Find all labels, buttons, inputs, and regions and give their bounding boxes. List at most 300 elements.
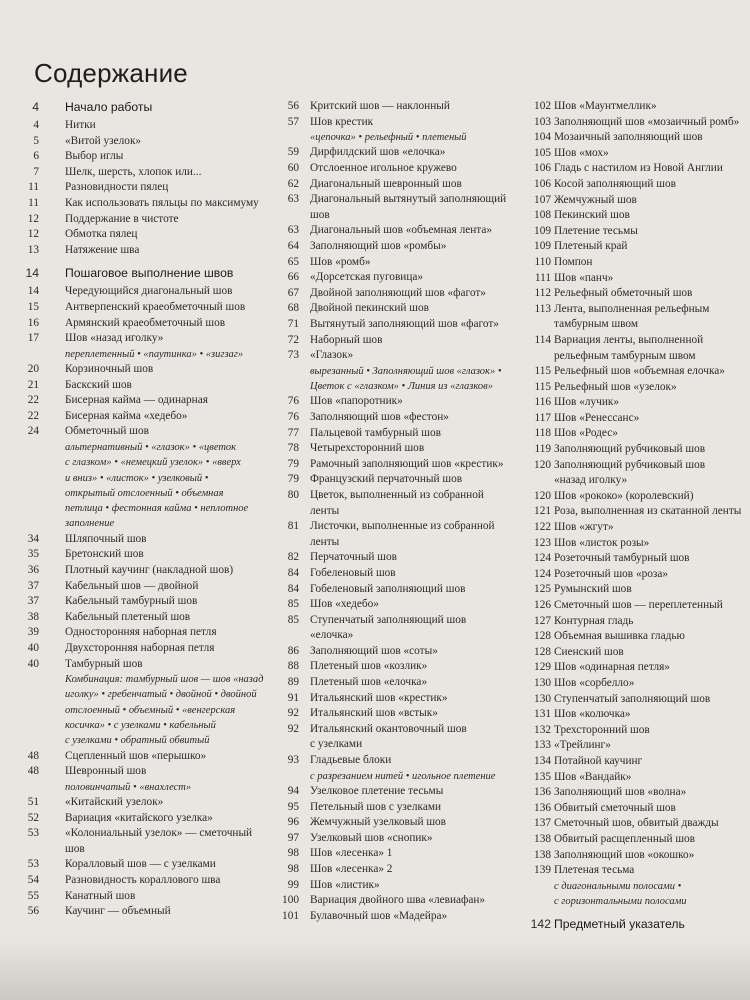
entry-title: Поддержание в чистоте xyxy=(65,212,179,225)
toc-entry xyxy=(272,815,514,831)
page-number: 38 xyxy=(27,610,39,623)
toc-entry xyxy=(272,519,514,535)
toc-subentry: с горизонтальными полосами xyxy=(554,895,687,907)
entry-title: Баскский шов xyxy=(65,378,132,391)
page-number: 78 xyxy=(287,442,299,455)
entry-title: Румынский шов xyxy=(554,583,632,596)
entry-title: Объемная вышивка гладью xyxy=(554,630,685,643)
toc-entry xyxy=(272,644,514,660)
toc-entry xyxy=(516,816,746,832)
toc-entry xyxy=(272,426,514,442)
toc-entry xyxy=(516,754,746,770)
entry-title: Потайной каучинг xyxy=(554,754,643,767)
page-number: 22 xyxy=(27,394,39,407)
page-number: 137 xyxy=(534,817,551,830)
entry-title: «Китайский узелок» xyxy=(65,796,164,809)
page-number: 133 xyxy=(534,739,551,752)
toc-entry-continuation: «елочка» xyxy=(310,629,354,642)
entry-title: Ступенчатый заполняющий шов xyxy=(310,613,467,626)
page-number: 102 xyxy=(534,100,551,112)
page-number: 4 xyxy=(32,100,39,114)
entry-title: Шов «Родес» xyxy=(554,427,618,440)
page-number: 73 xyxy=(287,349,299,362)
page-number: 36 xyxy=(27,563,39,576)
page-number: 112 xyxy=(534,287,551,300)
toc-subentry: Комбинация: тамбурный шов — шов «назад xyxy=(65,674,264,686)
toc-entry xyxy=(516,146,746,162)
toc-entry xyxy=(516,302,746,318)
entry-title: Французский перчаточный шов xyxy=(310,473,463,486)
toc-entry-continuation: с узелками xyxy=(310,738,363,751)
entry-title: Вытянутый заполняющий шов «фагот» xyxy=(310,318,499,331)
page-number: 98 xyxy=(287,862,299,875)
toc-entry xyxy=(272,691,514,707)
page-number: 59 xyxy=(287,146,299,159)
toc-column-1 xyxy=(4,99,266,920)
toc-entry xyxy=(272,659,514,675)
page-number: 13 xyxy=(27,243,39,256)
toc-entry xyxy=(4,118,266,134)
entry-title: Шов «лучик» xyxy=(554,396,620,409)
toc-entry xyxy=(516,738,746,754)
toc-subentry: и вниз» • «листок» • узелковый • xyxy=(65,472,209,484)
toc-entry xyxy=(4,362,266,378)
entry-title: Диагональный шов «объемная лента» xyxy=(310,224,493,237)
entry-title: Жемчужный шов xyxy=(554,193,637,206)
page-number: 79 xyxy=(287,473,299,486)
page-number: 139 xyxy=(534,864,551,877)
entry-title: Сметочный шов, обвитый дважды xyxy=(554,817,719,830)
page-number: 53 xyxy=(27,858,39,871)
entry-title: Гладьевые блоки xyxy=(310,754,392,767)
toc-subentry: вырезанный • Заполняющий шов «глазок» • xyxy=(310,365,502,377)
toc-entry xyxy=(4,149,266,165)
toc-entry xyxy=(272,566,514,582)
page-title: Содержание xyxy=(34,58,188,88)
toc-entry xyxy=(516,582,746,598)
toc-entry xyxy=(4,657,266,673)
toc-entry xyxy=(516,614,746,630)
page-number: 20 xyxy=(27,363,39,376)
toc-entry xyxy=(516,629,746,645)
toc-entry xyxy=(516,692,746,708)
toc-entry xyxy=(516,193,746,209)
toc-entry xyxy=(516,239,746,255)
page-number: 22 xyxy=(27,409,39,422)
entry-title: Пекинский шов xyxy=(554,209,630,222)
page-number: 65 xyxy=(287,255,299,268)
toc-entry xyxy=(516,707,746,723)
entry-title: Диагональный шевронный шов xyxy=(310,177,462,190)
toc-entry xyxy=(272,348,514,364)
entry-title: Тамбурный шов xyxy=(65,657,143,670)
toc-entry xyxy=(272,441,514,457)
page-number: 129 xyxy=(534,661,551,674)
entry-title: «Колониальный узелок» — сметочный xyxy=(65,827,253,840)
page-number: 101 xyxy=(282,909,299,922)
page-number: 79 xyxy=(287,457,299,470)
toc-entry xyxy=(272,410,514,426)
entry-title: Нитки xyxy=(65,119,96,131)
page-number: 16 xyxy=(27,316,39,329)
toc-entry xyxy=(272,784,514,800)
toc-subentry: «цепочка» • рельефный • плетеный xyxy=(310,132,467,144)
toc-entry xyxy=(272,909,514,925)
entry-title: Обвитый расщепленный шов xyxy=(554,832,696,845)
page-number: 63 xyxy=(287,224,299,237)
entry-title: Вариация ленты, выполненной xyxy=(554,333,704,346)
toc-entry xyxy=(4,331,266,347)
entry-title: Канатный шов xyxy=(65,889,136,902)
entry-title: Розеточный тамбурный шов xyxy=(554,552,690,565)
toc-subentry: половинчатый • «внахлест» xyxy=(65,781,192,793)
entry-title: Жемчужный узелковый шов xyxy=(310,816,447,829)
toc-entry xyxy=(516,801,746,817)
page-number: 80 xyxy=(287,488,299,501)
page-number: 115 xyxy=(534,365,551,378)
toc-entry xyxy=(516,551,746,567)
toc-entry xyxy=(272,488,514,504)
entry-title: Заполняющий рубчиковый шов xyxy=(554,458,706,471)
toc-entry xyxy=(4,563,266,579)
toc-entry-continuation: шов xyxy=(65,842,85,855)
toc-entry xyxy=(516,271,746,287)
entry-title: Отслоенное игольное кружево xyxy=(310,162,457,175)
toc-entry xyxy=(4,547,266,563)
entry-title: Гладь с настилом из Новой Англии xyxy=(554,162,723,175)
entry-title: Шевронный шов xyxy=(65,765,147,778)
page-number: 14 xyxy=(25,266,39,281)
page-number: 98 xyxy=(287,847,299,860)
entry-title: «Глазок» xyxy=(310,349,354,362)
toc-entry-continuation: ленты xyxy=(310,535,340,548)
toc-entry xyxy=(516,224,746,240)
page-number: 127 xyxy=(534,614,551,627)
entry-title: Ступенчатый заполняющий шов xyxy=(554,692,711,705)
page-number: 128 xyxy=(534,630,551,643)
page-number: 123 xyxy=(534,536,551,549)
entry-title: Заполняющий шов «волна» xyxy=(554,786,687,799)
entry-title: Шов «листок розы» xyxy=(554,536,650,549)
page-number: 66 xyxy=(287,271,299,284)
toc-entry xyxy=(272,317,514,333)
page-number: 122 xyxy=(534,521,551,534)
toc-entry xyxy=(4,284,266,300)
toc-column-3 xyxy=(516,99,746,935)
entry-title: Односторонняя наборная петля xyxy=(65,626,217,639)
page-number: 57 xyxy=(287,115,299,128)
entry-title: Начало работы xyxy=(65,100,153,114)
toc-entry xyxy=(4,532,266,548)
page-number: 85 xyxy=(287,598,299,611)
toc-entry xyxy=(516,177,746,193)
entry-title: Заполняющий рубчиковый шов xyxy=(554,443,706,456)
toc-entry xyxy=(272,753,514,769)
entry-title: Рельефный обметочный шов xyxy=(554,287,693,300)
page-number: 100 xyxy=(282,894,299,907)
page-number: 136 xyxy=(534,786,551,799)
toc-subentry: с глазком» • «немецкий узелок» • «вверх xyxy=(65,457,241,469)
entry-title: Рамочный заполняющий шов «крестик» xyxy=(310,457,504,470)
toc-entry xyxy=(272,675,514,691)
entry-title: Бисерная кайма «хедебо» xyxy=(65,409,188,422)
toc-entry xyxy=(4,165,266,181)
toc-entry xyxy=(4,764,266,780)
toc-entry xyxy=(272,239,514,255)
page-number: 60 xyxy=(287,162,299,175)
entry-title: Сиенский шов xyxy=(554,645,624,658)
toc-entry xyxy=(516,395,746,411)
entry-title: Рельефный шов «объемная елочка» xyxy=(554,365,725,378)
page-number: 84 xyxy=(287,582,299,595)
entry-title: Как использовать пяльцы по максимуму xyxy=(65,196,259,209)
page-number: 62 xyxy=(287,177,299,190)
toc-entry xyxy=(272,255,514,271)
page-number: 131 xyxy=(534,708,551,721)
page-number: 40 xyxy=(27,641,39,654)
entry-title: Лента, выполненная рельефным xyxy=(554,302,710,315)
toc-entry xyxy=(516,645,746,661)
toc-entry-continuation: рельефным тамбурным швом xyxy=(554,349,696,362)
entry-title: Плетеный край xyxy=(554,240,628,253)
page-number: 118 xyxy=(534,427,551,440)
entry-title: Шов «Маунтмеллик» xyxy=(554,100,657,112)
toc-entry xyxy=(516,660,746,676)
page-number: 116 xyxy=(534,396,551,409)
toc-section xyxy=(4,99,266,116)
toc-entry xyxy=(4,641,266,657)
entry-title: Бретонский шов xyxy=(65,548,144,561)
toc-subentry: отслоенный • объемный • «венгерская xyxy=(65,704,236,716)
entry-title: Двухсторонняя наборная петля xyxy=(65,641,215,654)
page-number: 109 xyxy=(534,224,551,237)
page-number: 63 xyxy=(287,193,299,206)
toc-entry xyxy=(272,192,514,208)
toc-entry-continuation: тамбурным швом xyxy=(554,318,638,331)
page-number: 113 xyxy=(534,302,551,315)
entry-title: Гобеленовый заполняющий шов xyxy=(310,582,466,595)
page-number: 48 xyxy=(27,765,39,778)
entry-title: Плетеный шов «елочка» xyxy=(310,676,428,689)
page-number: 142 xyxy=(530,917,551,932)
entry-title: Разновидности пялец xyxy=(65,181,169,194)
page-number: 34 xyxy=(27,532,39,545)
page-number: 4 xyxy=(33,119,39,131)
page-number: 53 xyxy=(27,827,39,840)
page-number: 76 xyxy=(287,395,299,408)
toc-entry xyxy=(272,270,514,286)
page-number: 56 xyxy=(287,100,299,112)
toc-entry xyxy=(516,723,746,739)
toc-entry xyxy=(272,582,514,598)
page-number: 114 xyxy=(534,333,551,346)
entry-title: Петельный шов с узелками xyxy=(310,800,442,813)
toc-entry xyxy=(516,130,746,146)
entry-title: Заполняющий шов «фестон» xyxy=(310,410,449,423)
toc-subentry: косичка» • с узелками • кабельный xyxy=(65,720,216,731)
toc-entry xyxy=(272,846,514,862)
entry-title: Плотный каучинг (накладной шов) xyxy=(65,563,234,576)
page-number: 97 xyxy=(287,831,299,844)
page-number: 120 xyxy=(534,489,551,502)
toc-entry xyxy=(272,878,514,894)
toc-entry xyxy=(516,208,746,224)
page-number: 15 xyxy=(27,300,39,313)
toc-entry xyxy=(272,161,514,177)
entry-title: Двойной пекинский шов xyxy=(310,302,429,315)
page-number: 124 xyxy=(534,552,551,565)
page-number: 124 xyxy=(534,567,551,580)
page-number: 88 xyxy=(287,660,299,673)
entry-title: Шов «папоротник» xyxy=(310,395,403,408)
page-number: 54 xyxy=(27,874,39,887)
toc-entry xyxy=(272,706,514,722)
toc-entry xyxy=(516,161,746,177)
page-number: 12 xyxy=(27,212,39,225)
page-number: 12 xyxy=(27,228,39,241)
toc-entry xyxy=(516,286,746,302)
toc-entry xyxy=(516,489,746,505)
entry-title: Пальцевой тамбурный шов xyxy=(310,426,441,439)
page-number: 135 xyxy=(534,770,551,783)
entry-title: Обмотка пялец xyxy=(65,228,138,241)
entry-title: Корзиночный шов xyxy=(65,363,154,376)
toc-entry xyxy=(272,99,514,115)
toc-section xyxy=(4,265,266,282)
toc-entry xyxy=(516,380,746,396)
page-number: 106 xyxy=(534,162,551,175)
entry-title: «Трейлинг» xyxy=(554,739,611,752)
toc-entry xyxy=(4,243,266,259)
toc-entry xyxy=(4,180,266,196)
toc-subentry: иголку» • гребенчатый • двойной • двойной xyxy=(65,689,257,701)
toc-entry xyxy=(516,442,746,458)
entry-title: Роза, выполненная из скатанной ленты xyxy=(554,505,742,518)
page-number: 51 xyxy=(27,796,39,809)
toc-subentry: Цветок с «глазком» • Линия из «глазков» xyxy=(310,381,493,393)
toc-entry xyxy=(516,598,746,614)
entry-title: Бисерная кайма — одинарная xyxy=(65,394,208,407)
page-number: 130 xyxy=(534,676,551,689)
toc-entry xyxy=(4,300,266,316)
toc-entry xyxy=(272,286,514,302)
toc-entry xyxy=(4,424,266,440)
toc-entry xyxy=(272,613,514,629)
toc-entry xyxy=(516,770,746,786)
entry-title: Шов «лесенка» 1 xyxy=(310,847,393,860)
entry-title: Шов крестик xyxy=(310,115,374,128)
page-number: 125 xyxy=(534,583,551,596)
toc-entry xyxy=(272,115,514,131)
page-number: 6 xyxy=(33,150,39,163)
page-number: 68 xyxy=(287,302,299,315)
page-number: 108 xyxy=(534,209,551,222)
page-number: 121 xyxy=(534,505,551,518)
entry-title: Шов «хедебо» xyxy=(310,598,379,611)
entry-title: Узелковое плетение тесьмы xyxy=(310,784,444,797)
toc-section xyxy=(516,916,746,933)
page-number: 71 xyxy=(287,318,299,331)
entry-title: Кабельный тамбурный шов xyxy=(65,595,198,608)
page-number: 120 xyxy=(534,458,551,471)
entry-title: Гобеленовый шов xyxy=(310,566,396,579)
page-number: 24 xyxy=(27,425,39,438)
page-number: 7 xyxy=(33,165,39,178)
toc-entry-continuation: ленты xyxy=(310,504,340,517)
toc-entry xyxy=(4,227,266,243)
toc-entry xyxy=(516,536,746,552)
toc-entry xyxy=(272,394,514,410)
entry-title: Шов «колючка» xyxy=(554,708,631,721)
toc-subentry: заполнение xyxy=(65,518,115,530)
toc-subentry: петлица • фестонная кайма • неплотное xyxy=(65,503,249,515)
toc-entry xyxy=(4,212,266,228)
toc-subentry: с диагональными полосами • xyxy=(554,880,682,892)
page-number: 21 xyxy=(27,378,39,391)
entry-title: Узелковый шов «снопик» xyxy=(310,831,433,844)
entry-title: Мозаичный заполняющий шов xyxy=(554,131,703,144)
page-number: 85 xyxy=(287,613,299,626)
entry-title: Шов «мох» xyxy=(554,146,609,159)
toc-entry xyxy=(516,863,746,879)
toc-subentry: открытый отслоенный • объемная xyxy=(65,487,224,499)
entry-title: Косой заполняющий шов xyxy=(554,177,676,190)
toc-entry xyxy=(4,316,266,332)
entry-title: Обвитый сметочный шов xyxy=(554,801,676,814)
toc-entry xyxy=(272,800,514,816)
entry-title: Разновидность кораллового шва xyxy=(65,874,221,887)
toc-entry xyxy=(272,145,514,161)
toc-entry xyxy=(4,196,266,212)
toc-entry xyxy=(516,785,746,801)
toc-subentry: альтернативный • «глазок» • «цветок xyxy=(65,441,237,453)
toc-entry xyxy=(272,550,514,566)
page-number: 128 xyxy=(534,645,551,658)
page-number: 48 xyxy=(27,749,39,762)
page-number: 56 xyxy=(27,905,39,918)
entry-title: Сцепленный шов «перышко» xyxy=(65,749,207,762)
page-number: 52 xyxy=(27,811,39,824)
toc-entry xyxy=(272,893,514,909)
toc-entry xyxy=(4,625,266,641)
page-number: 40 xyxy=(27,657,39,670)
toc-entry xyxy=(516,567,746,583)
entry-title: Булавочный шов «Мадейра» xyxy=(310,909,448,922)
toc-entry-continuation: «назад иголку» xyxy=(554,474,628,487)
entry-title: Шов «сорбелло» xyxy=(554,676,635,689)
toc-entry xyxy=(4,134,266,150)
entry-title: Заполняющий шов «окошко» xyxy=(554,848,695,861)
toc-entry xyxy=(4,904,266,920)
entry-title: Антверпенский краеобметочный шов xyxy=(65,300,246,313)
page-number: 35 xyxy=(27,548,39,561)
toc-entry xyxy=(272,831,514,847)
page-number: 104 xyxy=(534,131,551,144)
page-number: 126 xyxy=(534,599,551,611)
page-number: 132 xyxy=(534,723,551,736)
toc-entry xyxy=(516,676,746,692)
page-number: 138 xyxy=(534,848,551,861)
entry-title: Чередующийся диагональный шов xyxy=(65,285,233,298)
toc-entry xyxy=(4,795,266,811)
entry-title: Цветок, выполненный из собранной xyxy=(310,488,484,501)
toc-entry xyxy=(516,832,746,848)
toc-entry xyxy=(4,378,266,394)
toc-entry xyxy=(516,411,746,427)
page-number: 5 xyxy=(33,134,39,147)
entry-title: Обметочный шов xyxy=(65,425,149,438)
page-number: 86 xyxy=(287,644,299,657)
